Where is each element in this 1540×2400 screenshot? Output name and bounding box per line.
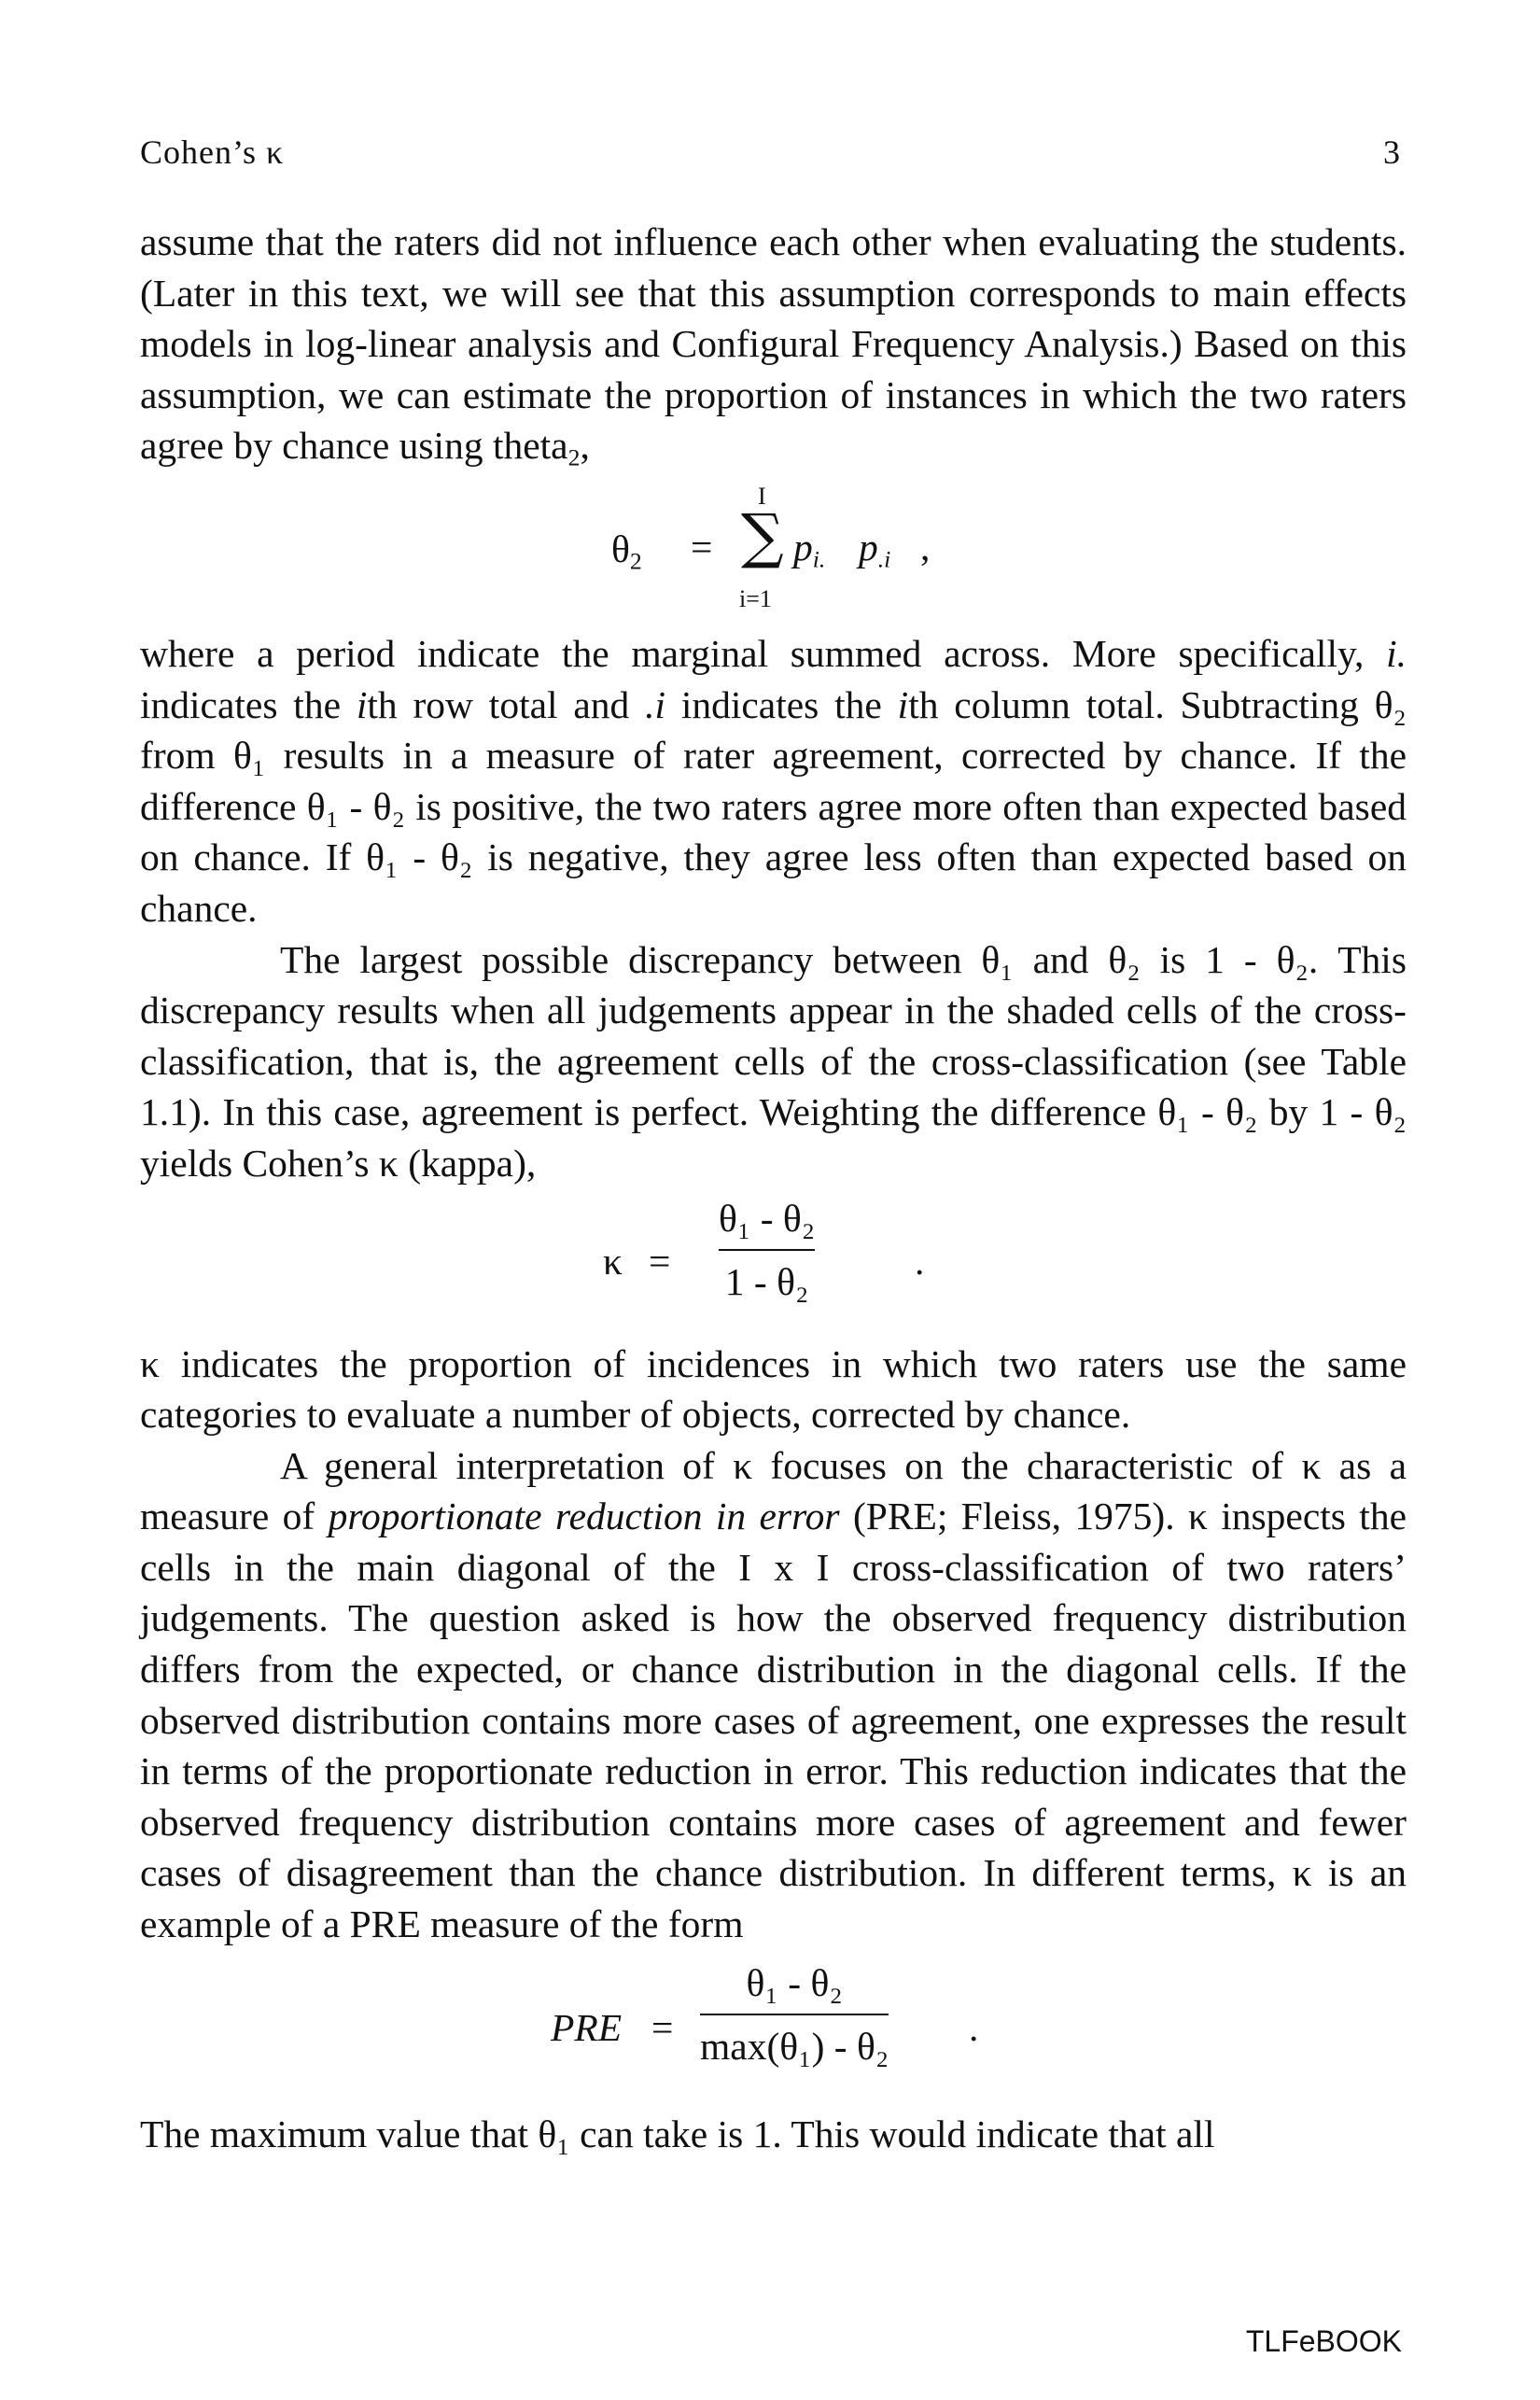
fraction-bar [700,2014,889,2015]
eq-kappa-lhs: κ [603,1239,623,1283]
eq-theta2-sum-bottom: i=1 [739,584,772,612]
sum-icon: ∑ [741,501,784,571]
paragraph-6: The maximum value that θ₁ can take is 1. This would indicate that all [140,2112,1215,2155]
paragraph-5: A general interpretation of κ focuses on the characteristic of κ as a measure of proportionate reduction in error (PRE; Fleiss, 1975). κ inspects the cells in the main diagonal of the I x I cross-classification of two raters’ judgements. The question asked is how the observed frequency distribution differs from the expected, or chance distribution in the diagonal cells. If the observed distribution contains more cases of agreement, one expresses the result in terms of the proportionate reduction in error. This reduction indicates that the observed frequency distribution contains more cases of agreement and fewer cases of disagreement than the chance distribution. In different terms, κ is an example of a PRE measure of the form [140,1443,1407,1946]
eq-pre-fraction [700,1958,889,2072]
eq-pre-denominator: max(θ₁) - θ₂ [700,2025,889,2069]
eq-kappa-denominator: 1 - θ₂ [724,1260,809,1304]
equation-pre [140,1950,1407,2109]
eq-kappa-fraction [719,1193,815,1308]
eq-theta2-lhs: $\theta_2$ [611,526,642,575]
paragraph-3: The largest possible discrepancy between θ₁ and θ₂ is 1 - θ₂. This discrepancy results when all judgements appear in the shaded cells of the cross-classification, that is, the agreement cells of the cross-classification (see Table 1.1). In this case, agreement is perfect. Weighting the difference θ₁ - θ₂ by 1 - θ₂ yields Cohen’s κ (kappa), [140,937,1407,1185]
equation-theta2 [140,471,1407,628]
fraction-bar [719,1249,815,1251]
eq-pre-numerator: θ₁ - θ₂ [746,1960,843,2004]
eq-kappa-tail: . [915,1239,925,1283]
page-number: 3 [1383,133,1400,171]
equation-kappa [140,1189,1407,1339]
paragraph-4: κ indicates the proportion of incidences in which two raters use the same categories to evaluate a number of objects, corrected by chance. [140,1341,1407,1437]
paragraph-2: where a period indicate the marginal summed across. More specifically, i. indicates the ith row total and .i indicates the ith column total. Subtracting θ₂ from θ₁ results in a measure of rater agreement, corrected by chance. If the difference θ₁ - θ₂ is positive, the two raters agree more often than expected based on chance. If θ₁ - θ₂ is negative, they agree less often than expected based on chance. [140,631,1407,930]
eq-kappa-equals: = [649,1239,671,1283]
running-head: Cohen’s κ [140,133,285,171]
paragraph-1: assume that the raters did not influence each other when evaluating the students. (Later in this text, we will see that this assumption corresponds to main effects models in log-linear analysis and Configural Frequency Analysis.) Based on this assumption, we can estimate the proportion of instances in which the two raters agree by chance using theta$_2$, [140,220,1407,472]
eq-kappa-numerator: θ₁ - θ₂ [719,1196,816,1240]
eq-pre-lhs: PRE [551,2005,623,2049]
eq-pre-equals: = [651,2005,674,2049]
body-text [140,217,1407,2159]
eq-theta2-term2: $p_{.i}$ [859,525,891,573]
eq-pre-tail: . [969,2005,979,2049]
eq-theta2-term1: $p_{i.}$ [793,525,826,573]
eq-theta2-equals: = [691,525,713,568]
eq-theta2-tail: , [920,525,931,568]
watermark: TLFeBOOK [1245,2324,1402,2358]
eq-theta2-sum-top: I [758,482,766,510]
